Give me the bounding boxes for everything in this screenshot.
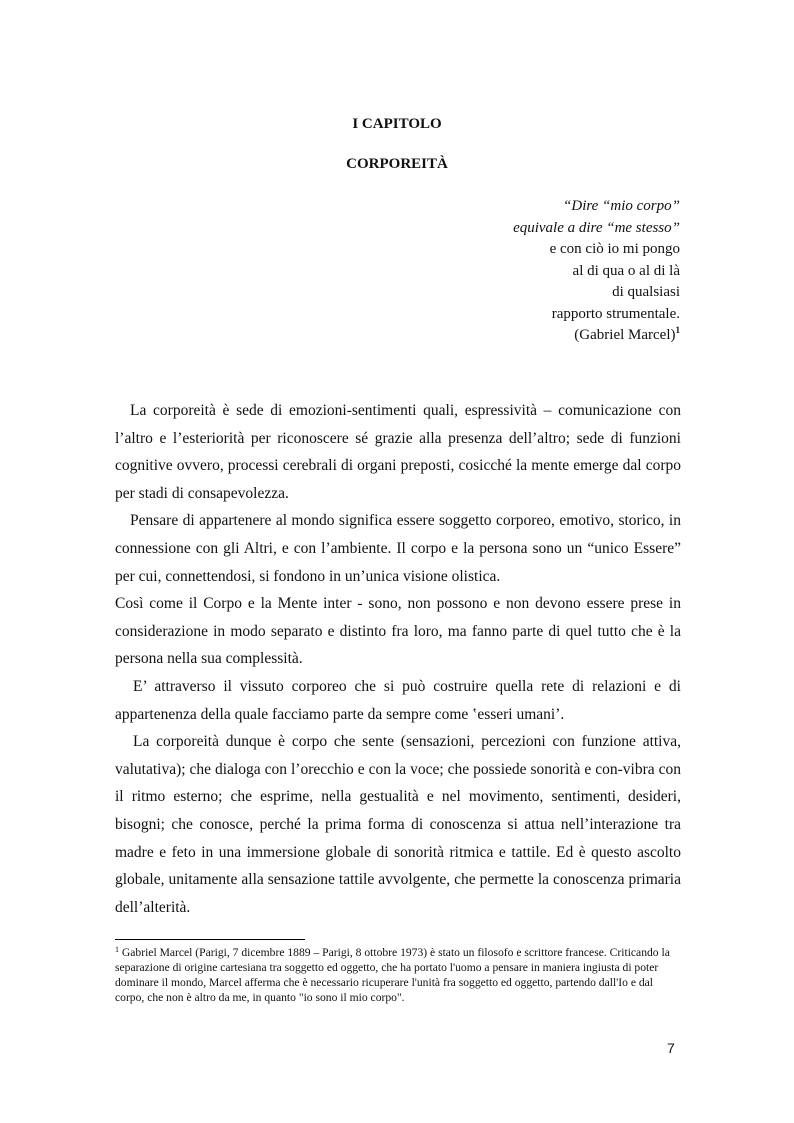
epigraph-line: al di qua o al di là (572, 262, 680, 279)
epigraph-line: di qualsiasi (612, 284, 680, 300)
footnote-reference[interactable]: 1 (675, 325, 680, 335)
footnote-number: 1 (115, 945, 119, 954)
paragraph: La corporeità dunque è corpo che sente (sensazioni, percezioni con funzione attiva, valutativa); che dialoga con l’orecchio e con la voce; che possiede sonorità e con-vibra con il ritmo esterno; che esprime, nella gestualità e nel movimento, sentimenti, desideri, bisogni; che conosce, perché la prima forma di conoscenza si attua nell’interazione tra madre e feto in una immersione globale di sonorità ritmica e tattile. Ed è questo ascolto globale, unitamente alla sensazione tattile avvolgente, che permette la conoscenza primaria dell’alterità. (115, 733, 681, 916)
chapter-title: I CAPITOLO (352, 116, 442, 132)
footnote (115, 945, 681, 1005)
epigraph-line: rapporto strumentale. (551, 305, 680, 322)
body-text (115, 397, 681, 921)
paragraph: Pensare di appartenere al mondo significa essere soggetto corporeo, emotivo, storico, in connessione con gli Altri, e con l’ambiente. Il corpo e la persona sono un “unico Essere” per cui, connettendosi, si fondono in un’unica visione olistica. (115, 512, 681, 585)
chapter-subtitle: CORPOREITÀ (346, 156, 448, 172)
footnote-divider (115, 939, 305, 940)
epigraph (513, 196, 680, 347)
paragraph: E’ attraverso il vissuto corporeo che si può costruire quella rete di relazioni e di appartenenza della quale facciamo parte da sempre come ‛esseri umani’. (115, 677, 681, 723)
epigraph-line: equivale a dire “me stesso” (513, 219, 680, 236)
epigraph-attribution (513, 325, 680, 347)
paragraph: La corporeità è sede di emozioni-sentimenti quali, espressività – comunicazione con l’altro e l’esteriorità per riconoscere sé grazie alla presenza dell’altro; sede di funzioni cognitive ovvero, processi cerebrali di organi preposti, cosicché la mente emerge dal corpo per stadi di consapevolezza. (115, 402, 681, 502)
attribution-text: (Gabriel Marcel) (574, 327, 676, 343)
epigraph-line: “Dire “mio corpo” (563, 198, 680, 214)
footnote-text: Gabriel Marcel (Parigi, 7 dicembre 1889 – Parigi, 8 ottobre 1973) è stato un filosofo e scrittore francese. Criticando la separazione di origine cartesiana tra soggetto ed oggetto, che ha portato l'uomo a pensare in maniera ingiusta di poter dominare il mondo, Marcel afferma che è necessario ricuperare l'unità fra soggetto ed oggetto, partendo dall'Io e dal corpo, che non è altro da me, in quanto "io sono il mio corpo". (115, 946, 670, 1004)
page-number: 7 (667, 1040, 675, 1056)
paragraph: Così come il Corpo e la Mente inter - sono, non possono e non devono essere prese in considerazione in modo separato e distinto fra loro, ma fanno parte di quel tutto che è la persona nella sua complessità. (115, 595, 681, 668)
epigraph-line: e con ciò io mi pongo (549, 241, 680, 257)
